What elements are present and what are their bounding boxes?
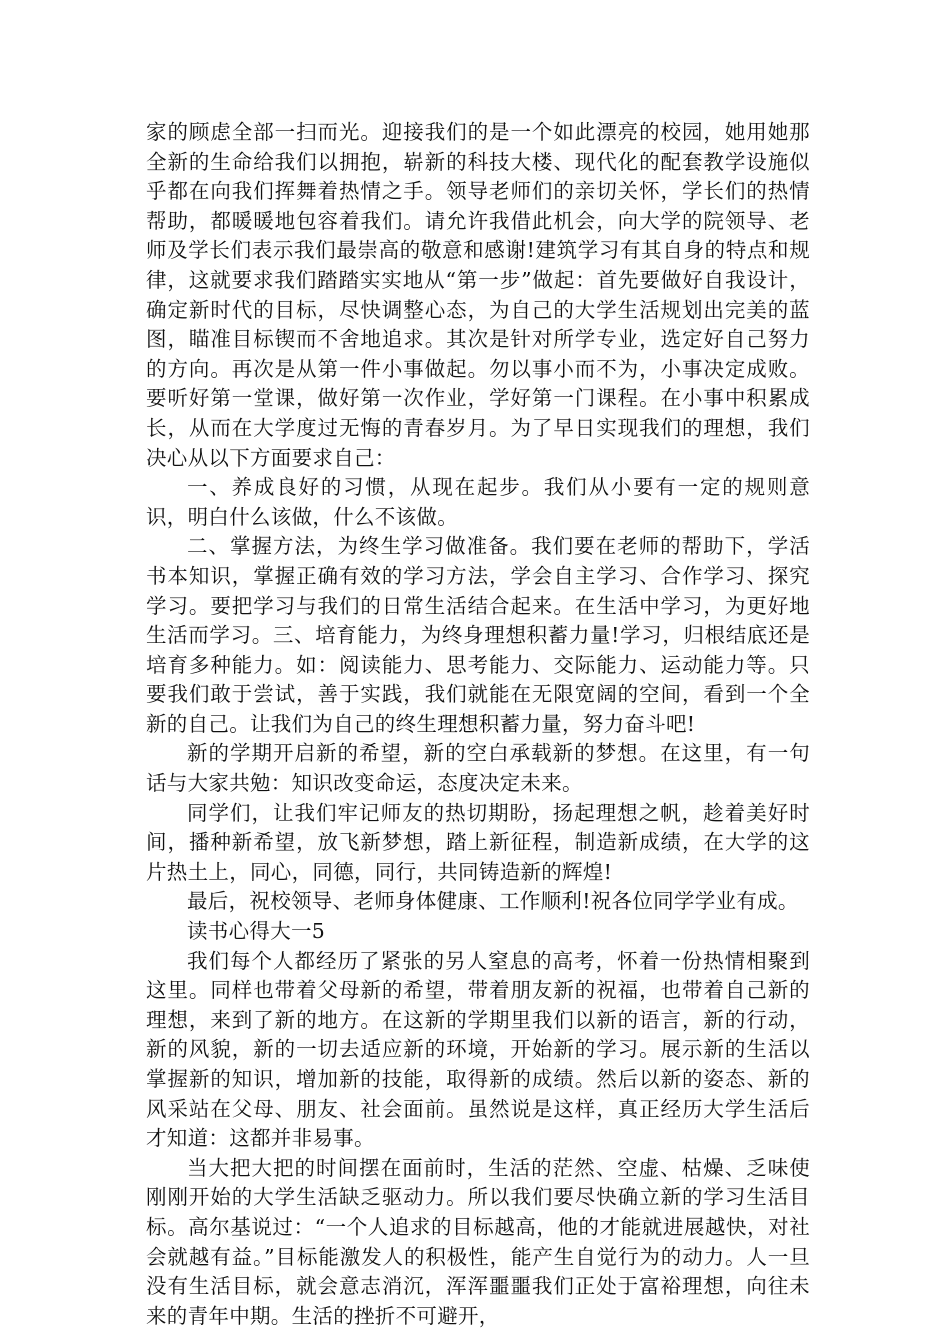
paragraph: 二、掌握方法，为终生学习做准备。我们要在老师的帮助下，学活书本知识，掌握正确有效的学习方法，学会自主学习、合作学习、探究学习。要把学习与我们的日常生活结合起来。在生活中学习，为更好地生活而学习。三、培育能力，为终身理想积蓄力量!学习，归根结底还是培育多种能力。如：阅读能力、思考能力、交际能力、运动能力等。只要我们敢于尝试，善于实践，我们就能在无限宽阔的空间，看到一个全新的自己。让我们为自己的终生理想积蓄力量，努力奋斗吧! (146, 534, 810, 736)
paragraph: 同学们，让我们牢记师友的热切期盼，扬起理想之帆，趁着美好时间，播种新希望，放飞新梦想，踏上新征程，制造新成绩，在大学的这片热土上，同心，同德，同行，共同铸造新的辉煌! (146, 800, 810, 884)
paragraph: 当大把大把的时间摆在面前时，生活的茫然、空虚、枯燥、乏味使刚刚开始的大学生活缺乏驱动力。所以我们要尽快确立新的学习生活目标。高尔基说过：“一个人追求的目标越高，他的才能就进展越快，对社会就越有益。”目标能激发人的积极性，能产生自觉行为的动力。人一旦没有生活目标，就会意志消沉，浑浑噩噩我们正处于富裕理想，向往未来的青年中期。生活的挫折不可避开， (146, 1155, 810, 1328)
paragraph: 一、养成良好的习惯，从现在起步。我们从小要有一定的规则意识，明白什么该做，什么不该做。 (146, 475, 810, 529)
section-heading: 读书心得大一5 (187, 919, 326, 944)
document-body (146, 118, 810, 1331)
paragraph: 新的学期开启新的希望，新的空白承载新的梦想。在这里，有一句话与大家共勉：知识改变命运，态度决定未来。 (146, 741, 810, 796)
paragraph: 最后，祝校领导、老师身体健康、工作顺利!祝各位同学学业有成。 (187, 889, 799, 914)
paragraph: 我们每个人都经历了紧张的另人窒息的高考，怀着一份热情相聚到这里。同样也带着父母新的希望，带着朋友新的祝福，也带着自己新的理想，来到了新的地方。在这新的学期里我们以新的语言，新的行动，新的风貌，新的一切去适应新的环境，开始新的学习。展示新的生活以掌握新的知识，增加新的技能，取得新的成绩。然后以新的姿态、新的风采站在父母、朋友、社会面前。虽然说是这样，真正经历大学生活后才知道：这都并非易事。 (146, 948, 810, 1151)
paragraph: 家的顾虑全部一扫而光。迎接我们的是一个如此漂亮的校园，她用她那全新的生命给我们以拥抱，崭新的科技大楼、现代化的配套教学设施似乎都在向我们挥舞着热情之手。领导老师们的亲切关怀，学长们的热情帮助，都暖暖地包容着我们。请允许我借此机会，向大学的院领导、老师及学长们表示我们最崇高的敬意和感谢!建筑学习有其自身的特点和规律，这就要求我们踏踏实实地从“第一步”做起：首先要做好自我设计，确定新时代的目标，尽快调整心态，为自己的大学生活规划出完美的蓝图，瞄准目标锲而不舍地追求。其次是针对所学专业，选定好自己努力的方向。再次是从第一件小事做起。勿以事小而不为，小事决定成败。要听好第一堂课，做好第一次作业，学好第一门课程。在小事中积累成长，从而在大学度过无悔的青春岁月。为了早日实现我们的理想，我们决心从以下方面要求自己： (146, 120, 810, 470)
